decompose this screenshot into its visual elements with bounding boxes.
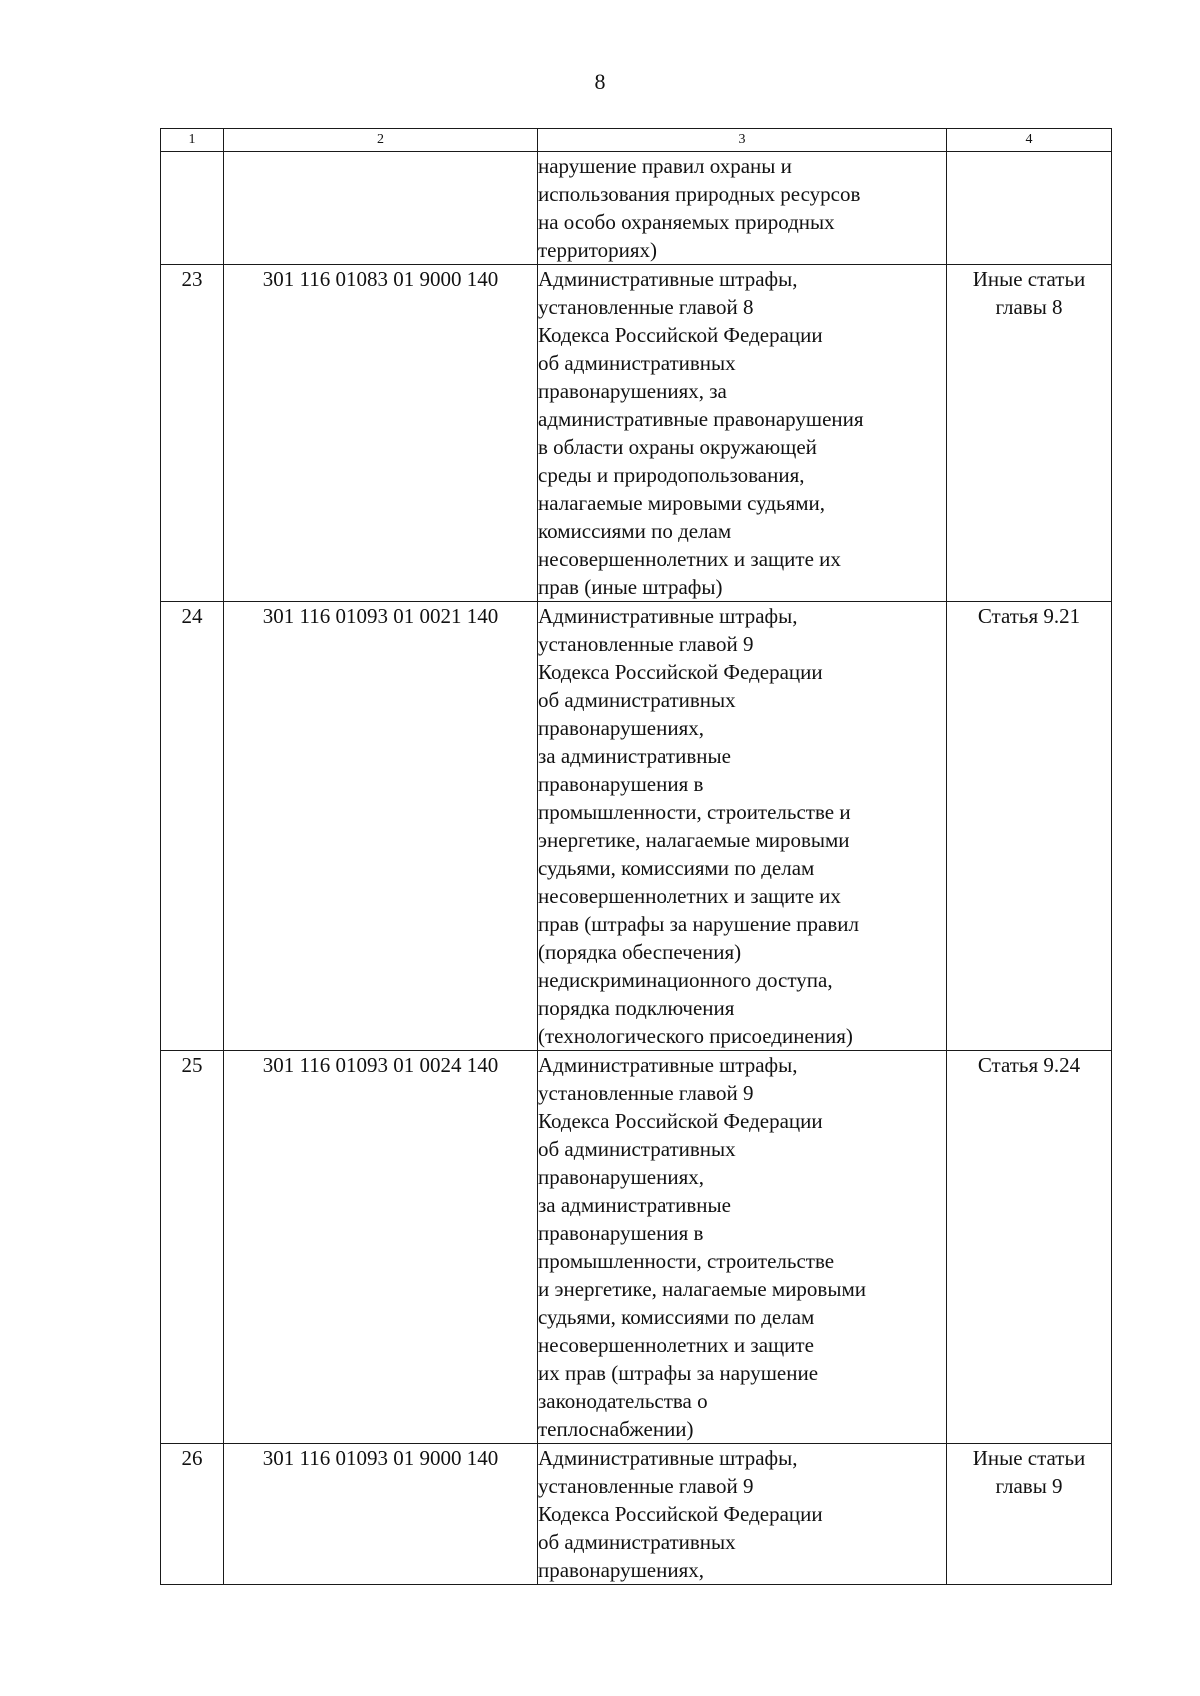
table-row	[161, 1051, 1112, 1444]
row-number-cell: 24	[161, 602, 224, 1051]
description-line: правонарушениях, за	[538, 379, 727, 403]
description-line: Административные штрафы,	[538, 1053, 798, 1077]
description-line: нарушение правил охраны и	[538, 154, 792, 178]
description-line: правонарушения в	[538, 1221, 704, 1245]
description-line: территориях)	[538, 238, 658, 262]
description-line: административные правонарушения	[538, 407, 864, 431]
description-line: об административных	[538, 1530, 736, 1554]
description-line: Административные штрафы,	[538, 267, 798, 291]
column-header-2: 2	[224, 129, 538, 152]
column-header-3: 3	[538, 129, 947, 152]
description-line: Административные штрафы,	[538, 604, 798, 628]
description-line: несовершеннолетних и защите их	[538, 884, 841, 908]
budget-code-cell: 301 116 01093 01 0024 140	[224, 1051, 538, 1444]
description-line: прав (штрафы за нарушение правил	[538, 912, 859, 936]
article-line: Статья 9.21	[977, 604, 1081, 628]
description-line: правонарушениях,	[538, 1558, 704, 1582]
description-line: правонарушениях,	[538, 716, 704, 740]
description-line: энергетике, налагаемые мировыми	[538, 828, 850, 852]
column-header-4: 4	[947, 129, 1112, 152]
article-cell	[947, 1444, 1112, 1585]
row-number-cell: 26	[161, 1444, 224, 1585]
description-line: установленные главой 9	[538, 1081, 754, 1105]
description-cell	[538, 602, 947, 1051]
description-line: (технологического присоединения)	[538, 1024, 853, 1048]
description-line: на особо охраняемых природных	[538, 210, 835, 234]
description-line: среды и природопользования,	[538, 463, 805, 487]
description-cell	[538, 1051, 947, 1444]
description-line: налагаемые мировыми судьями,	[538, 491, 826, 515]
table-header-row	[161, 129, 1112, 152]
description-line: (порядка обеспечения)	[538, 940, 742, 964]
description-line: Кодекса Российской Федерации	[538, 1109, 823, 1133]
description-line: правонарушения в	[538, 772, 704, 796]
description-line: за административные	[538, 744, 731, 768]
description-cell	[538, 265, 947, 602]
article-line: Иные статьи	[972, 267, 1086, 291]
article-line: Иные статьи	[972, 1446, 1086, 1470]
row-number-cell: 25	[161, 1051, 224, 1444]
description-line: теплоснабжении)	[538, 1417, 694, 1441]
table-row	[161, 602, 1112, 1051]
description-line: Кодекса Российской Федерации	[538, 1502, 823, 1526]
budget-code-cell: 301 116 01083 01 9000 140	[224, 265, 538, 602]
description-cell	[538, 152, 947, 265]
description-line: несовершеннолетних и защите	[538, 1333, 814, 1357]
article-cell	[947, 602, 1112, 1051]
article-line: главы 8	[995, 295, 1063, 319]
description-line: порядка подключения	[538, 996, 735, 1020]
description-line: несовершеннолетних и защите их	[538, 547, 841, 571]
description-line: установленные главой 9	[538, 1474, 754, 1498]
description-line: судьями, комиссиями по делам	[538, 1305, 815, 1329]
article-cell	[947, 152, 1112, 265]
table-row	[161, 1444, 1112, 1585]
description-cell	[538, 1444, 947, 1585]
description-line: Кодекса Российской Федерации	[538, 660, 823, 684]
article-line: Статья 9.24	[977, 1053, 1081, 1077]
description-line: законодательства о	[538, 1389, 708, 1413]
column-header-1: 1	[161, 129, 224, 152]
article-cell	[947, 1051, 1112, 1444]
description-line: правонарушениях,	[538, 1165, 704, 1189]
description-line: недискриминационного доступа,	[538, 968, 833, 992]
description-line: об административных	[538, 688, 736, 712]
description-line: установленные главой 8	[538, 295, 754, 319]
description-line: их прав (штрафы за нарушение	[538, 1361, 819, 1385]
description-line: об административных	[538, 351, 736, 375]
article-cell	[947, 265, 1112, 602]
budget-code-cell: 301 116 01093 01 0021 140	[224, 602, 538, 1051]
description-line: прав (иные штрафы)	[538, 575, 723, 599]
description-line: судьями, комиссиями по делам	[538, 856, 815, 880]
page-number: 8	[594, 69, 606, 94]
table-body	[161, 152, 1112, 1585]
row-number-cell: 23	[161, 265, 224, 602]
description-line: использования природных ресурсов	[538, 182, 861, 206]
description-line: Административные штрафы,	[538, 1446, 798, 1470]
article-line: главы 9	[995, 1474, 1063, 1498]
budget-code-cell	[224, 152, 538, 265]
description-line: за административные	[538, 1193, 731, 1217]
description-line: в области охраны окружающей	[538, 435, 817, 459]
description-line: и энергетике, налагаемые мировыми	[538, 1277, 866, 1301]
description-line: установленные главой 9	[538, 632, 754, 656]
fines-table	[160, 128, 1112, 1585]
table-row	[161, 265, 1112, 602]
description-line: комиссиями по делам	[538, 519, 732, 543]
budget-code-cell: 301 116 01093 01 9000 140	[224, 1444, 538, 1585]
description-line: об административных	[538, 1137, 736, 1161]
row-number-cell	[161, 152, 224, 265]
description-line: Кодекса Российской Федерации	[538, 323, 823, 347]
description-line: промышленности, строительстве и	[538, 800, 851, 824]
description-line: промышленности, строительстве	[538, 1249, 835, 1273]
table-row	[161, 152, 1112, 265]
